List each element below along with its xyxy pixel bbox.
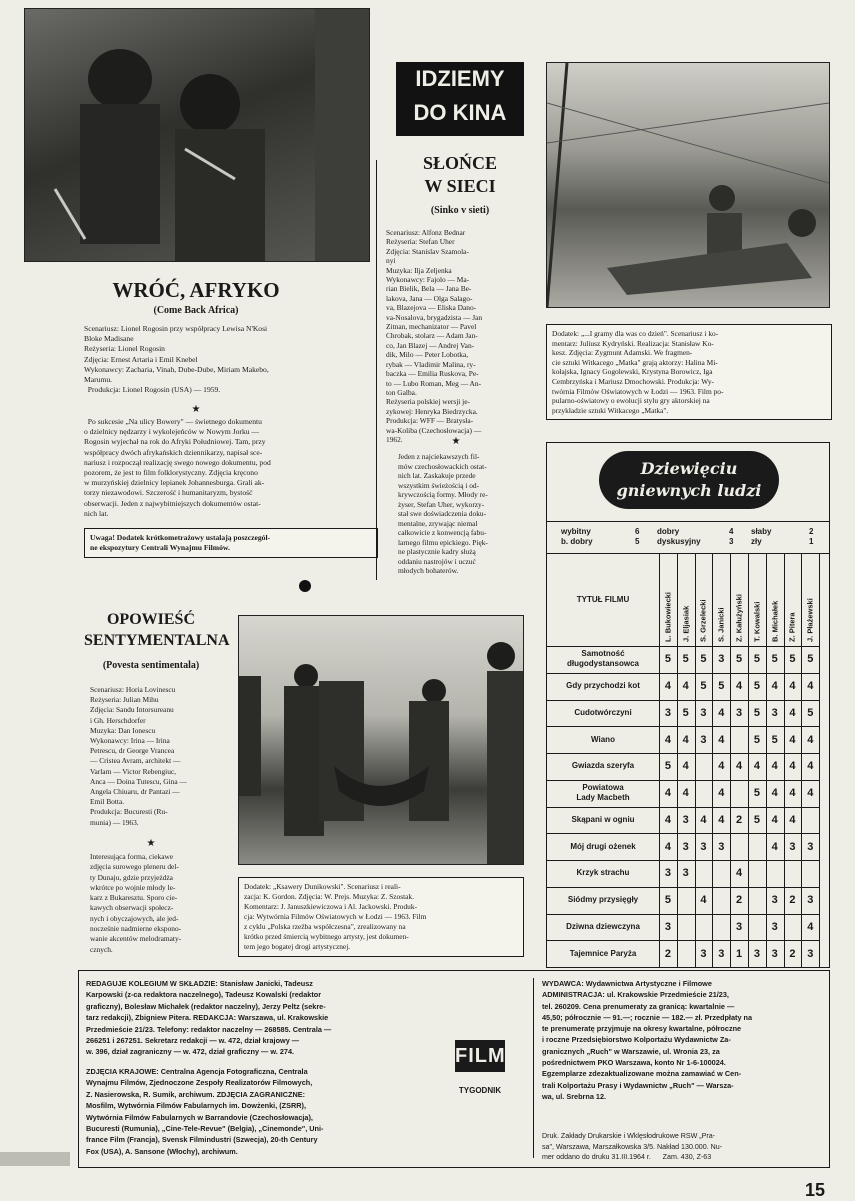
score-cell: 4	[801, 753, 820, 781]
score-cell: 3	[748, 940, 767, 968]
score-cell: 4	[712, 807, 731, 835]
legend-label-6: zły	[751, 537, 762, 546]
africa-star: ★	[191, 404, 201, 415]
column-divider	[376, 160, 377, 580]
score-cell	[695, 860, 714, 888]
score-cell: 3	[712, 646, 731, 674]
score-cell	[748, 833, 767, 861]
score-cell	[766, 860, 785, 888]
footer-logo-text: FILM	[455, 1045, 506, 1067]
critic-header	[659, 554, 678, 647]
score-cell: 3	[766, 940, 785, 968]
score-cell: 4	[766, 807, 785, 835]
score-cell: 4	[677, 780, 696, 808]
score-cell: 4	[784, 780, 803, 808]
score-cell: 3	[766, 887, 785, 915]
film-title: Krzyk strachu	[547, 860, 660, 888]
film-title: Samotność długodystansowca	[547, 646, 660, 674]
score-cell	[695, 914, 714, 942]
score-cell	[712, 914, 731, 942]
score-cell: 5	[730, 646, 749, 674]
footer-divider	[533, 978, 534, 1158]
score-cell: 5	[659, 753, 678, 781]
score-cell: 4	[659, 833, 678, 861]
africa-photo-figures	[25, 9, 369, 261]
score-cell: 4	[784, 807, 803, 835]
film-title: Powiatowa Lady Macbeth	[547, 780, 660, 808]
ratings-column-header: TYTUŁ FILMU	[547, 554, 660, 647]
score-cell: 5	[677, 646, 696, 674]
score-cell: 5	[677, 700, 696, 728]
africa-credits: Scenariusz: Lionel Rogosin przy współpracy Lewisa N'Kosi Bloke Madisane Reżyseria: Lionel Rogosin Zdjęcia: Ernest Artaria i Emil Knebel Wykonawcy: Zacharia, Vinah, Dube-Dube, Miriam Makebo, Marumu. Produkcja: Lionel Rogosin (USA) — 1959.	[84, 324, 269, 395]
section-bullet	[299, 580, 311, 592]
critic-header	[677, 554, 696, 647]
score-cell: 5	[748, 646, 767, 674]
score-cell: 4	[712, 780, 731, 808]
critic-name: J. Eljasiak	[681, 605, 691, 642]
score-cell: 3	[659, 700, 678, 728]
score-cell: 5	[748, 700, 767, 728]
score-cell	[677, 914, 696, 942]
film-title: Gwiazda szeryfa	[547, 753, 660, 781]
critic-header	[784, 554, 803, 647]
score-cell: 3	[766, 914, 785, 942]
legend-label-4: dyskusyjny	[657, 537, 701, 546]
column-badge-line1: IDZIEMY	[415, 66, 505, 91]
score-cell: 2	[730, 887, 749, 915]
slonce-title: SŁOŃCE W SIECI	[422, 153, 498, 196]
ratings-grid	[547, 554, 829, 967]
score-cell: 4	[784, 700, 803, 728]
score-cell	[695, 780, 714, 808]
ratings-title-line1: Dziewięciu	[640, 459, 738, 478]
critic-header	[695, 554, 714, 647]
critic-name: T. Kowalski	[752, 601, 762, 642]
score-cell: 4	[659, 780, 678, 808]
film-title: Wiano	[547, 726, 660, 754]
footer-editorial: REDAGUJE KOLEGIUM W SKŁADZIE: Stanisław Janicki, Tadeusz Karpowski (z-ca redaktora naczelnego), Tadeusz Kowalski (redaktor graficzny), Bolesław Michałek (redaktor naczelny), Jerzy Peltz (sekre- tarz redakcji), Zbigniew Pitera. REDAKCJA: Warszawa, ul. Krakowskie Przedmieście 21/23. Telefony: redaktor naczelny — 268585. Centrala — 266251 i 267251. Sekretarz redakcji — w. 472, dział krajowy — w. 396, dział zagraniczny — w. 472, dział graficzny — w. 274.	[86, 979, 332, 1057]
score-cell: 3	[659, 914, 678, 942]
score-cell	[730, 726, 749, 754]
critic-name: J. Płażewski	[805, 598, 815, 642]
legend-value-1: 6	[635, 527, 640, 536]
score-cell: 4	[730, 673, 749, 701]
score-cell: 4	[677, 673, 696, 701]
score-cell: 5	[695, 673, 714, 701]
legend-value-6: 1	[809, 537, 814, 546]
score-cell: 4	[766, 833, 785, 861]
opowiesc-supplement: Dodatek: „Ksawery Dunikowski". Scenariusz i reali- zacja: K. Gordon. Zdjęcia: W. Prejs. Muzyka: Z. Szostak. Komentarz: J. Januszkiewiczowa i Al. Jackowski. Produk- cja: Wytwórnia Filmów Oświatowych w Łodzi — 1963. Film z cyklu „Polska rzeźba współczesna", zrealizowany na krótko przed śmiercią wybitnego artysty, jest dokumen- tem jego bogatej drogi artystycznej.	[238, 877, 524, 957]
score-cell: 3	[801, 833, 820, 861]
critic-header	[766, 554, 785, 647]
opowiesc-photo-figures	[239, 616, 523, 864]
africa-photo	[24, 8, 370, 262]
slonce-credits: Scenariusz: Alfonz Bednar Reżyseria: Stefan Uher Zdjęcia: Stanislav Szamola- nyi Muzyka: Ilja Zeljenka Wykonawcy: Fajolo — Ma- rian Bielik, Bela — Jana Be- lakova, Jana — Olga Salago- va, Blazejova — Eliska Dano- va-Nosalova, brygadzista — Jan Zitnan, mechanizator — Pavel Chrobak, stolarz — Adam Jan- co, Jan Blazej — Andrej Van- dik, Milo — Peter Lobotka, rybak — Vladimir Malina, ry- baczka — Emilia Ruskova, Pe- to — Lubo Roman, Meg — An- ton Galba. Reżyseria polskiej wersji je- zykowej: Henryka Biedrzycka. Produkcja: WFF — Bratysła- wa-Koliba (Czechosłowacja) — 1962.	[386, 228, 483, 444]
footer-printer: Druk. Zakłady Drukarskie i Wklęsłodrukowe RSW „Pra- sa", Warszawa, Marszałkowska 3/5. Nakład 130.000. Nu- mer oddano do druku 31.III.1964 r. Zam. 430, Z-63	[542, 1132, 723, 1162]
score-cell: 4	[659, 726, 678, 754]
score-cell: 4	[748, 753, 767, 781]
score-cell: 4	[766, 673, 785, 701]
score-cell: 4	[784, 726, 803, 754]
score-cell: 3	[801, 940, 820, 968]
score-cell: 1	[730, 940, 749, 968]
film-title: Cudotwórczyni	[547, 700, 660, 728]
score-cell	[748, 887, 767, 915]
score-cell	[730, 833, 749, 861]
critic-name: Z. Kałużyński	[734, 594, 744, 642]
critic-name: L. Bukowiecki	[663, 591, 673, 642]
score-cell	[748, 914, 767, 942]
slonce-star: ★	[451, 436, 461, 447]
score-cell	[677, 940, 696, 968]
score-cell: 3	[695, 833, 714, 861]
score-cell: 5	[659, 646, 678, 674]
score-cell: 4	[801, 780, 820, 808]
legend-label-1: wybitny	[561, 527, 591, 536]
opowiesc-photo	[238, 615, 524, 865]
film-title: Mój drugi ożenek	[547, 833, 660, 861]
score-cell: 4	[712, 700, 731, 728]
score-cell	[712, 887, 731, 915]
score-cell: 4	[695, 887, 714, 915]
score-cell	[801, 807, 820, 835]
critic-header	[801, 554, 820, 647]
score-cell: 3	[677, 833, 696, 861]
opowiesc-credits: Scenariusz: Horia Lovinescu Reżyseria: Julian Mihu Zdjęcia: Sandu Intorsureanu i Gh. Herschdorfer Muzyka: Dan Ionescu Wykonawcy: Irina — Irina Petrescu, dr George Vrancea — Cristea Avram, architekt — Varlam — Victor Rebengiuc, Anca — Doina Tutescu, Gina — Angela Chiuaru, dr Pantazi — Emil Botta. Produkcja: Bucuresti (Ru- munia) — 1963.	[90, 685, 187, 827]
score-cell: 3	[695, 726, 714, 754]
score-cell: 4	[659, 673, 678, 701]
slonce-review: Jeden z najciekawszych fil- mów czechosłowackich ostat- nich lat. Zaskakuje przede wszystkim świeżością i od- krywczością formy. Młody re- żyser, Stefan Uher, wykorzy- stał swe doświadczenia doku- mentalne, zrywając niemal całkowicie z konwencją fabu- larnego filmu epickiego. Pięk- ne plastycznie kadry służą oddaniu nastrojów i uczuć młodych bohaterów.	[398, 452, 488, 575]
score-cell: 4	[730, 753, 749, 781]
score-cell: 2	[659, 940, 678, 968]
score-cell	[748, 860, 767, 888]
score-cell: 2	[730, 807, 749, 835]
score-cell: 4	[801, 914, 820, 942]
score-cell: 3	[677, 860, 696, 888]
score-cell: 4	[766, 753, 785, 781]
legend-label-3: dobry	[657, 527, 680, 536]
score-cell: 5	[748, 673, 767, 701]
score-cell: 5	[712, 673, 731, 701]
critic-header	[730, 554, 749, 647]
film-title: Gdy przychodzi kot	[547, 673, 660, 701]
ratings-title-rule	[547, 521, 829, 522]
score-cell: 3	[712, 833, 731, 861]
column-badge	[396, 62, 524, 136]
ratings-title	[599, 451, 779, 509]
page-edge-bar	[0, 1152, 70, 1166]
score-cell: 3	[730, 700, 749, 728]
legend-label-2: b. dobry	[561, 537, 593, 546]
legend-value-5: 2	[809, 527, 814, 536]
score-cell: 4	[659, 807, 678, 835]
ratings-panel	[546, 442, 830, 968]
score-cell: 3	[784, 833, 803, 861]
score-cell: 5	[784, 646, 803, 674]
score-cell: 4	[784, 753, 803, 781]
score-cell	[784, 860, 803, 888]
score-cell: 3	[695, 940, 714, 968]
score-cell: 3	[677, 807, 696, 835]
score-cell: 5	[695, 646, 714, 674]
opowiesc-title: OPOWIEŚĆ SENTYMENTALNA	[84, 611, 230, 649]
score-cell: 3	[801, 887, 820, 915]
score-cell: 3	[766, 700, 785, 728]
africa-title: WRÓĆ, AFRYKO	[112, 278, 280, 302]
film-title: Tajemnice Paryża	[547, 940, 660, 968]
column-badge-line2: DO KINA	[413, 100, 507, 125]
score-cell: 5	[801, 700, 820, 728]
opowiesc-review: Interesująca forma, ciekawe zdjęcia surowego pleneru del- ty Dunaju, gdzie przyjeżdża wkrótce po wojnie młody le- karz z Bukaresztu. Sporo cie- kawych obserwacji społecz- nych i obyczajowych, ale jed- nocześnie nadmierne ekspono- wanie akcentów melodramaty- cznych.	[90, 852, 182, 954]
score-cell: 5	[766, 726, 785, 754]
score-cell: 5	[801, 646, 820, 674]
score-cell	[712, 860, 731, 888]
score-cell: 4	[712, 753, 731, 781]
legend-value-4: 3	[729, 537, 734, 546]
score-cell: 5	[766, 646, 785, 674]
score-cell: 4	[695, 807, 714, 835]
score-cell: 4	[677, 753, 696, 781]
score-cell: 4	[766, 780, 785, 808]
score-cell: 5	[748, 726, 767, 754]
score-cell	[801, 860, 820, 888]
critic-name: S. Grzelecki	[698, 599, 708, 642]
africa-original-title: (Come Back Africa)	[153, 305, 239, 316]
opowiesc-original-title: (Povesta sentimentala)	[102, 660, 200, 671]
score-cell	[730, 780, 749, 808]
ratings-legend	[547, 525, 829, 551]
score-cell: 5	[748, 780, 767, 808]
critic-name: S. Janicki	[716, 607, 726, 642]
africa-review: Po sukcesie „Na ulicy Bowery" — świetnego dokumentu o dzielnicy nędzarzy i wykolejeńców w Nowym Jorku — Rogosin wyjechał na rok do Afryki Południowej. Tam, przy współpracy dwóch afrykańskich dziennikarzy, napisał sce- nariusz i rozpoczął realizację swego nowego dokumentu, pod pozorem, że jest to film folklorystyczny. Zdjęcia kręcono w murzyńskiej dzielnicy lepianek Johannesburga. Grali ak- torzy niezawodowi. Szczerość i humanitaryzm, bystość obserwacji. Jeden z najwybitniejszych dokumentów ostat- nich lat.	[84, 417, 271, 518]
critic-name: Z. Pitera	[787, 612, 797, 642]
africa-note: Uwaga! Dodatek krótkometrażowy ustalają poszczegól- ne ekspozytury Centrali Wynajmu Filmów.	[84, 528, 378, 558]
slonce-original-title: (Sinko v sieti)	[430, 205, 490, 216]
film-title: Siódmy przysięgły	[547, 887, 660, 915]
slonce-photo-figures	[547, 63, 829, 307]
score-cell: 2	[784, 940, 803, 968]
score-cell: 4	[801, 726, 820, 754]
score-cell: 3	[712, 940, 731, 968]
footer-publisher: WYDAWCA: Wydawnictwa Artystyczne i Filmowe ADMINISTRACJA: ul. Krakowskie Przedmieście 21/23, tel. 260209. Cena prenumeraty za granicą: kwartalnie — 45,50; półrocznie — 91.—; rocznie — 182.— zł. Przedpłaty na te prenumeratę przyjmuje na okresy kwartalne, półroczne i roczne Przedsiębiorstwo Kolportażu Wydawnictw Za- granicznych „Ruch" w Warszawie, ul. Wronia 23, za pośrednictwem PKO Warszawa, konto Nr 1-6-100024. Egzemplarze zdezaktualizowane można zamawiać w Cen- trali Kolportażu Prasy i Wydawnictw „Ruch" — Warsza- wa, ul. Srebrna 12.	[542, 979, 753, 1101]
film-title: Skąpani w ogniu	[547, 807, 660, 835]
film-title: Dziwna dziewczyna	[547, 914, 660, 942]
footer-photos: ZDJĘCIA KRAJOWE: Centralna Agencja Fotograficzna, Centrala Wynajmu Filmów, Zjednoczone Zespoły Realizatorów Filmowych, Z. Nasierowska, R. Sumik, archiwum. ZDJĘCIA ZAGRANICZNE: Mosfilm, Wytwórnia Filmów Fabularnych im. Dowżenki, (ZSRR), Wytwórnia Filmów Fabularnych w Barrandovie (Czechosłowacja), Bucuresti (Rumunia), „Cine-Tele-Revue" (Belgia), „Cinemonde", Uni- france Film (Francja), Svensk Filmindustri (Szwecja), 20-th Century Fox (USA), A. Sansone (Włochy), archiwum.	[86, 1067, 324, 1156]
legend-label-5: słaby	[751, 527, 772, 536]
ratings-title-line2: gniewnych ludzi	[616, 481, 762, 500]
score-cell: 3	[695, 700, 714, 728]
score-cell	[695, 753, 714, 781]
score-cell: 4	[784, 673, 803, 701]
score-cell: 5	[659, 887, 678, 915]
critic-header	[748, 554, 767, 647]
legend-value-2: 5	[635, 537, 640, 546]
slonce-supplement: Dodatek: „...I gramy dla was co dzień". Scenariusz i ko- mentarz: Juliusz Kydryński. Realizacja: Stanisław Ko- kesz. Zdjęcia: Zygmunt Adamski. We fragmen- cie sztuki Witkacego „Matka" grają aktorzy: Halina Mi- kołajska, Ignacy Gogolewski, Krystyna Borowicz, Iga Cembrzyńska i Mariusz Dmochowski. Produkcja: Wy- twórnia Filmów Oświatowych w Łodzi — 1963. Film po- pularno-oświatowy o ewolucji stylu gry aktorskiej na przykładzie sztuki Witkacego „Matka".	[546, 324, 832, 420]
footer-logo-sub: TYGODNIK	[458, 1086, 502, 1095]
score-cell: 4	[730, 860, 749, 888]
score-cell: 4	[801, 673, 820, 701]
score-cell: 3	[730, 914, 749, 942]
score-cell	[784, 914, 803, 942]
legend-value-3: 4	[729, 527, 734, 536]
score-cell: 5	[748, 807, 767, 835]
critic-header	[712, 554, 731, 647]
score-cell: 4	[712, 726, 731, 754]
score-cell: 4	[677, 726, 696, 754]
score-cell: 3	[659, 860, 678, 888]
score-cell	[677, 887, 696, 915]
opowiesc-star: ★	[146, 838, 156, 849]
critic-name: B. Michałek	[770, 600, 780, 642]
slonce-photo	[546, 62, 830, 308]
score-cell: 2	[784, 887, 803, 915]
footer-logo	[455, 1040, 505, 1072]
page-number: 15	[805, 1180, 826, 1200]
